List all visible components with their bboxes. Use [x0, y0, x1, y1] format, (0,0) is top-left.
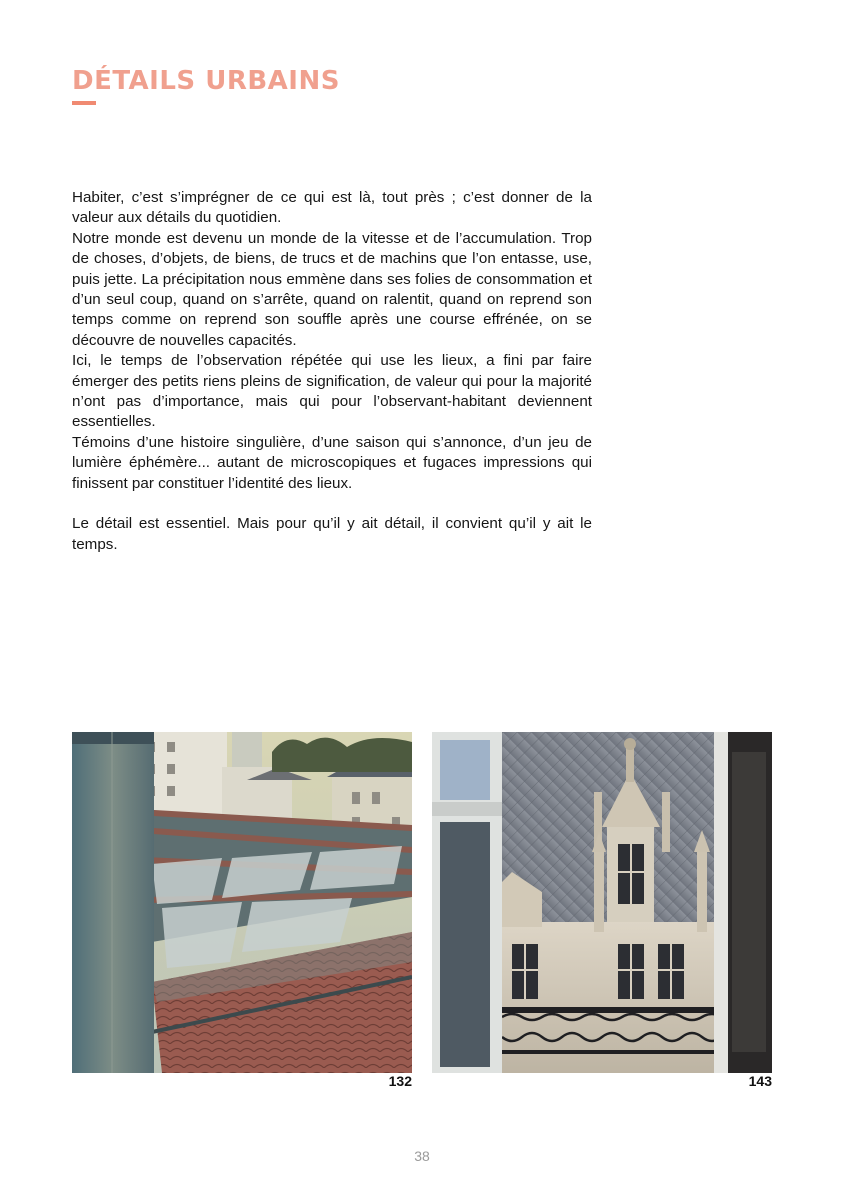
page-number: 38 [414, 1148, 430, 1164]
facade-photo [432, 732, 772, 1073]
paragraph: Ici, le temps de l’observation répétée qui use les lieux, a fini par faire émerger des petits riens pleins de signification, de valeur qui pour la majorité n’ont pas d’importance, mais qui pour l’observant-habitant deviennent essentielles. [72, 352, 592, 431]
paragraph: Témoins d’une histoire singulière, d’une saison qui s’annonce, d’un jeu de lumière éphémère... autant de microscopiques et fugaces impressions qui finissent par constituer l’identité des lieux. [72, 433, 592, 492]
title-underline [72, 101, 96, 105]
photo-caption: 143 [748, 1073, 772, 1089]
paragraph: Notre monde est devenu un monde de la vitesse et de l’accumulation. Trop de choses, d’objets, de biens, de trucs et de machins que l’on entasse, use, puis jette. La précipitation nous emmène dans ses folies de consommation et d’un seul coup, quand on s’arrête, quand on ralentit, quand on reprend son temps comme on reprend son souffle après une course effrénée, on se découvre de nouvelles capacités. [72, 229, 592, 349]
body-text [72, 188, 592, 555]
paragraph: Le détail est essentiel. Mais pour qu’il y ait détail, il convient qu’il y ait le temps. [72, 515, 592, 553]
photo-caption: 132 [388, 1073, 412, 1089]
rooftop-photo [72, 732, 412, 1073]
page-title: DÉTAILS URBAINS [72, 66, 340, 96]
paragraph: Habiter, c’est s’imprégner de ce qui est là, tout près ; c’est donner de la valeur aux détails du quotidien. [72, 189, 592, 227]
